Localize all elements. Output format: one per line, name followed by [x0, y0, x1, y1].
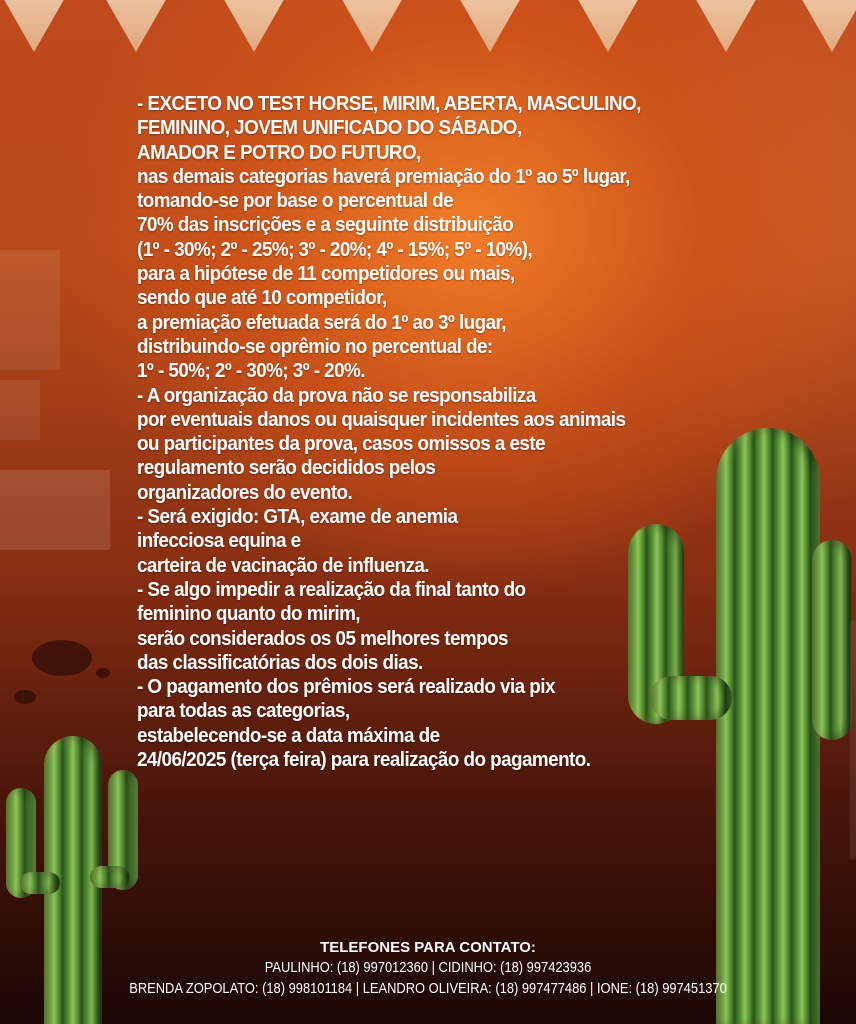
rules-line: (1º - 30%; 2º - 25%; 3º - 20%; 4º - 15%; 5º - 10%), [137, 237, 533, 261]
rules-line: 1º - 50%; 2º - 30%; 3º - 20%. [137, 359, 365, 383]
contact-section [0, 938, 856, 999]
rules-line: carteira de vacinação de influenza. [137, 553, 429, 577]
rules-line: - A organização da prova não se responsabiliza [137, 383, 536, 407]
bunting-flag-icon [694, 0, 758, 52]
rules-text [137, 92, 707, 772]
rules-line: FEMININO, JOVEM UNIFICADO DO SÁBADO, [137, 116, 522, 140]
contact-phones-line-2: BRENDA ZOPOLATO: (18) 998101184 | LEANDRO OLIVEIRA: (18) 997477486 | IONE: (18) 997451370 [129, 980, 727, 997]
splatter-decoration [32, 640, 92, 676]
contact-title: TELEFONES PARA CONTATO: [320, 939, 536, 956]
rules-line: regulamento serão decididos pelos [137, 456, 436, 480]
rules-line: serão considerados os 05 melhores tempos [137, 626, 508, 650]
rules-line: infecciosa equina e [137, 529, 301, 553]
scrollbar[interactable] [850, 620, 856, 860]
rules-line: nas demais categorias haverá premiação do 1º ao 5º lugar, [137, 164, 630, 188]
bunting-flag-icon [340, 0, 404, 52]
rules-line: para a hipótese de 11 competidores ou mais, [137, 262, 515, 286]
rules-line: para todas as categorias, [137, 699, 350, 723]
rules-line: - O pagamento dos prêmios será realizado via pix [137, 675, 555, 699]
bunting-flag-icon [458, 0, 522, 52]
rules-line: estabelecendo-se a data máxima de [137, 723, 440, 747]
rules-line: feminino quanto do mirim, [137, 602, 360, 626]
bunting-flag-icon [2, 0, 66, 52]
rules-line: 24/06/2025 (terça feira) para realização do pagamento. [137, 748, 591, 772]
background-shape [0, 250, 60, 370]
rules-line: sendo que até 10 competidor, [137, 286, 387, 310]
rules-line: 70% das inscrições e a seguinte distribuição [137, 213, 514, 237]
rules-line: a premiação efetuada será do 1º ao 3º lugar, [137, 310, 506, 334]
rules-line: organizadores do evento. [137, 480, 353, 504]
bunting-flag-icon [576, 0, 640, 52]
rules-line: - Se algo impedir a realização da final tanto do [137, 577, 526, 601]
splatter-decoration [96, 668, 110, 678]
background-shape [0, 380, 40, 440]
bunting-flag-icon [222, 0, 286, 52]
rules-line: distribuindo-se oprêmio no percentual de: [137, 334, 493, 358]
rules-line: - Será exigido: GTA, exame de anemia [137, 505, 458, 529]
contact-phones-line-1: PAULINHO: (18) 997012360 | CIDINHO: (18) 997423936 [264, 959, 592, 976]
rules-line: ou participantes da prova, casos omissos a este [137, 432, 546, 456]
rules-line: por eventuais danos ou quaisquer incidentes aos animais [137, 407, 626, 431]
bunting-flag-icon [104, 0, 168, 52]
rules-line: das classificatórias dos dois dias. [137, 650, 423, 674]
rules-line: AMADOR E POTRO DO FUTURO, [137, 140, 421, 164]
bunting-flag-icon [800, 0, 856, 52]
background-shape [0, 470, 110, 550]
rules-line: - EXCETO NO TEST HORSE, MIRIM, ABERTA, MASCULINO, [137, 92, 641, 115]
splatter-decoration [14, 690, 36, 704]
rules-line: tomando-se por base o percentual de [137, 189, 454, 213]
